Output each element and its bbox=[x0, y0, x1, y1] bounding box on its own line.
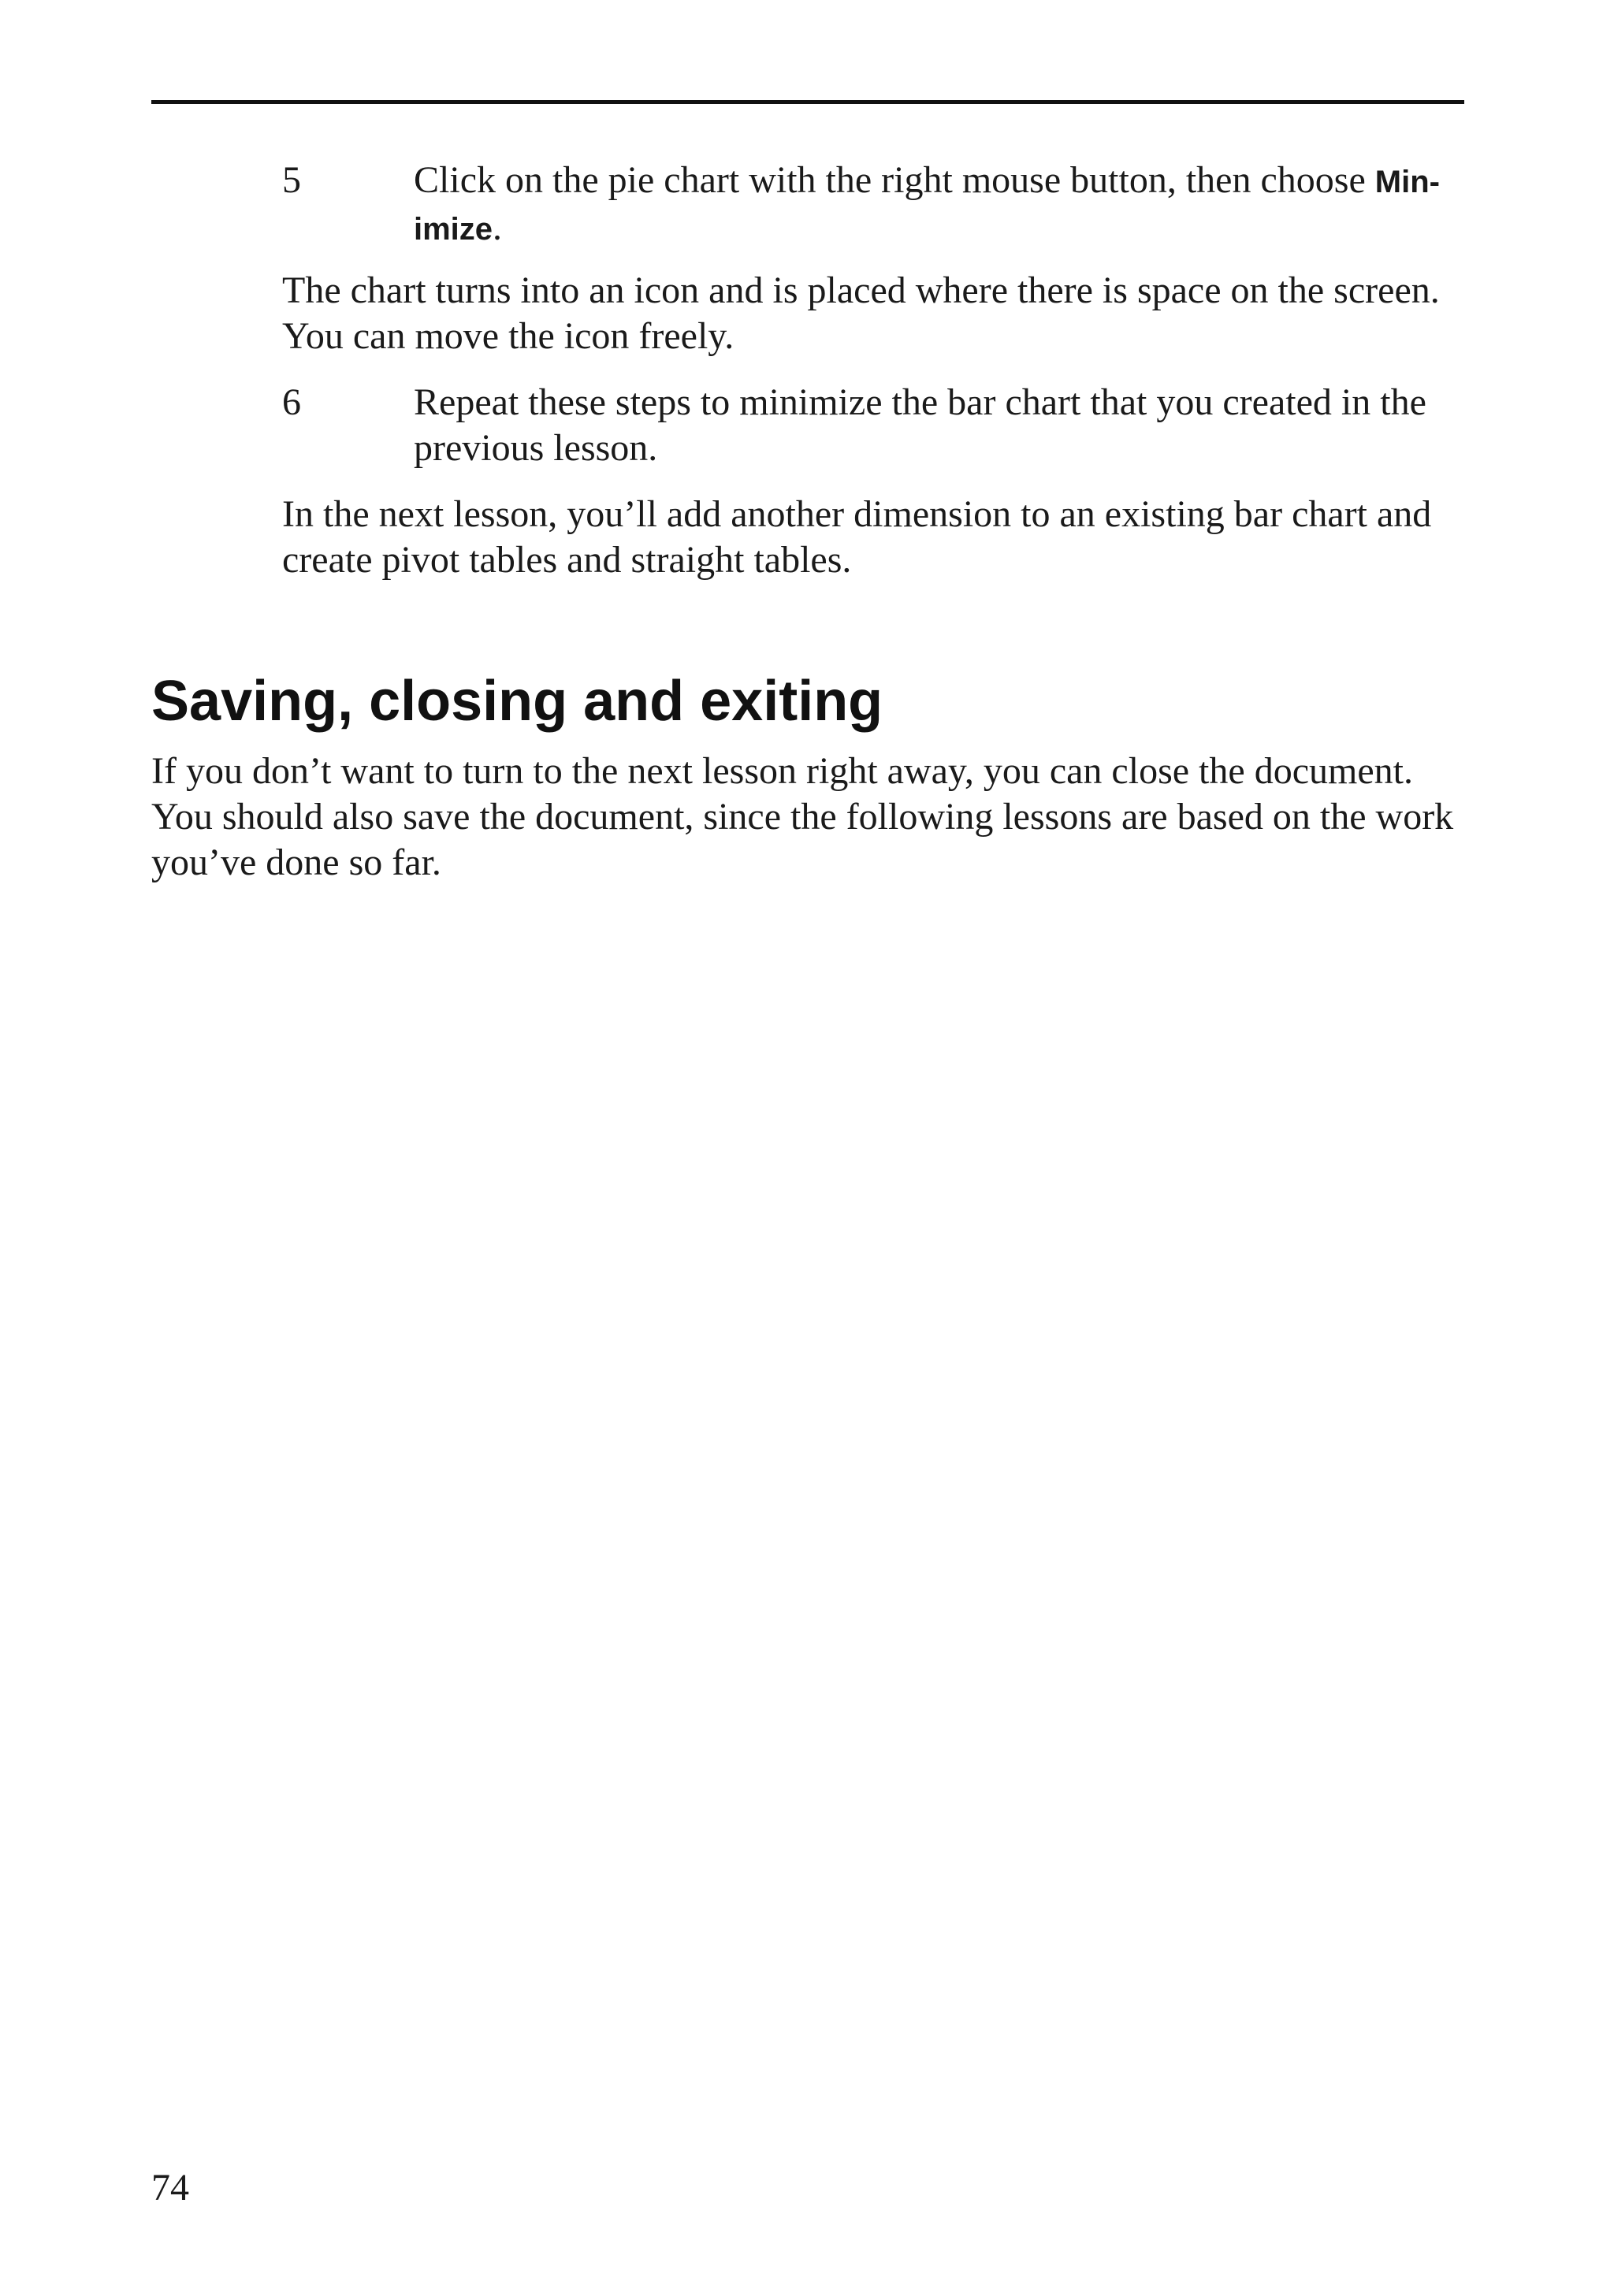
step-number: 5 bbox=[282, 159, 301, 201]
paragraph-next-lesson: In the next lesson, you’ll add another dimension to an existing bar chart and create pivot tables and straight tables. bbox=[282, 493, 1432, 581]
step-text-after: . bbox=[493, 206, 503, 248]
section-heading: Saving, closing and exiting bbox=[151, 670, 883, 733]
section-body: If you don’t want to turn to the next lesson right away, you can close the document. You should also save the document, since the following lessons are based on the work you’ve done so far. bbox=[151, 750, 1454, 883]
step-5 bbox=[282, 158, 1464, 252]
step-6 bbox=[282, 380, 1464, 471]
step-text: Repeat these steps to minimize the bar chart that you created in the previous lesson. bbox=[414, 381, 1426, 469]
step-text-before: Click on the pie chart with the right mouse button, then choose bbox=[414, 159, 1375, 201]
header-rule bbox=[151, 100, 1464, 104]
menu-command-minimize: Min-imize bbox=[414, 165, 1440, 247]
paragraph-chart-icon: The chart turns into an icon and is placed where there is space on the screen. You can move the icon freely. bbox=[282, 269, 1440, 357]
page-number: 74 bbox=[151, 2167, 189, 2209]
step-text bbox=[414, 158, 1464, 252]
step-number: 6 bbox=[282, 381, 301, 423]
